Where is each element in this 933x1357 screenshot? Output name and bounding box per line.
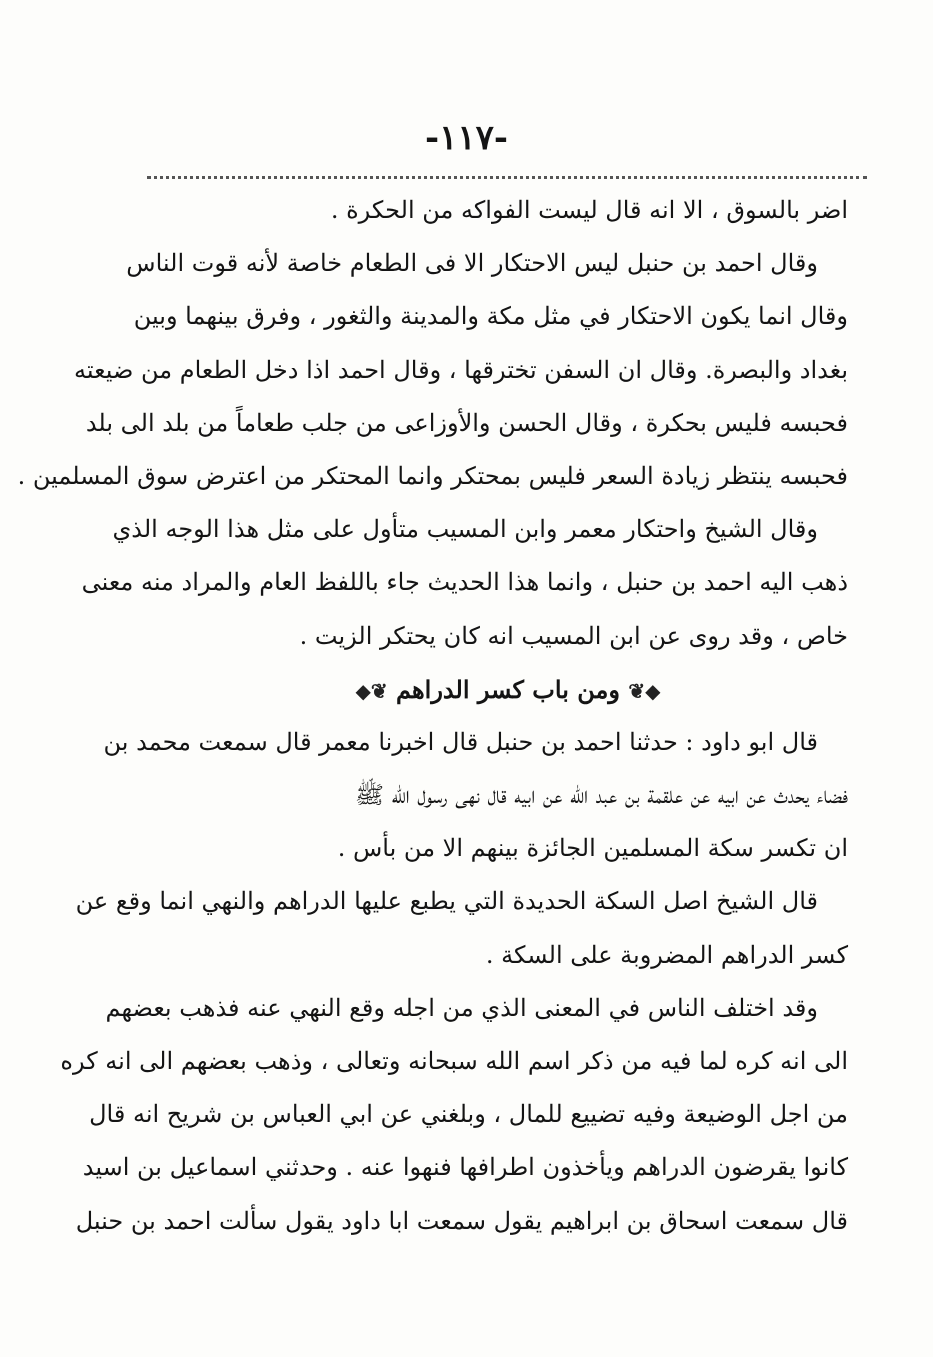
text-line: فحبسه ينتظر زيادة السعر فليس بمحتكر وانما المحتكر من اعترض سوق المسلمين . bbox=[17, 461, 848, 490]
text-line: ذهب اليه احمد بن حنبل ، وانما هذا الحديث جاء باللفظ العام والمراد منه معنى bbox=[81, 568, 848, 597]
text-line: وقال الشيخ واحتكار معمر وابن المسيب متأول على مثل هذا الوجه الذي bbox=[112, 515, 818, 544]
text-line: ان تكسر سكة المسلمين الجائزة بينهم الا من بأس . bbox=[337, 834, 848, 863]
text-line: فضاء يحدث عن ابيه عن علقمة بن عبد الله عن ابيه قال نهى رسول الله ﷺ bbox=[355, 781, 848, 810]
text-line: فحبسه فليس بحكرة ، وقال الحسن والأوزاعى من جلب طعاماً من بلد الى بلد bbox=[85, 408, 848, 437]
section-heading-text: ومن باب كسر الدراهم bbox=[396, 674, 620, 704]
text-line: اضر بالسوق ، الا انه قال ليست الفواكه من الحكرة . bbox=[330, 196, 848, 224]
text-line: وقد اختلف الناس في المعنى الذي من اجله وقع النهي عنه فذهب بعضهم bbox=[105, 993, 818, 1022]
text-line: كسر الدراهم المضروبة على السكة . bbox=[485, 940, 848, 969]
text-line: وقال احمد بن حنبل ليس الاحتكار الا فى الطعام خاصة لأنه قوت الناس bbox=[126, 249, 818, 278]
section-heading bbox=[168, 663, 848, 716]
page-number: -١١٧- bbox=[424, 118, 509, 158]
ornament-right-icon: ◆❦ bbox=[628, 678, 661, 703]
text-line: بغداد والبصرة. وقال ان السفن تخترقها ، وقال احمد اذا دخل الطعام من ضيعته bbox=[74, 355, 848, 384]
ornament-left-icon: ❦◆ bbox=[355, 678, 388, 703]
body-text bbox=[17, 184, 848, 1248]
text-line: قال الشيخ اصل السكة الحديدة التي يطبع عليها الدراهم والنهي انما وقع عن bbox=[75, 887, 818, 916]
text-line: كانوا يقرضون الدراهم ويأخذون اطرافها فنهوا عنه . وحدثني اسماعيل بن اسيد bbox=[82, 1153, 848, 1182]
text-line: من اجل الوضيعة وفيه تضييع للمال ، وبلغني عن ابي العباس بن شريح انه قال bbox=[89, 1100, 848, 1129]
text-line: قال ابو داود : حدثنا احمد بن حنبل قال اخبرنا معمر قال سمعت محمد بن bbox=[103, 727, 818, 756]
text-line: وقال انما يكون الاحتكار في مثل مكة والمدينة والثغور ، وفرق بينهما وبين bbox=[133, 302, 848, 331]
text-line: قال سمعت اسحاق بن ابراهيم يقول سمعت ابا داود يقول سألت احمد بن حنبل bbox=[75, 1206, 848, 1235]
text-line: خاص ، وقد روى عن ابن المسيب انه كان يحتكر الزيت . bbox=[299, 621, 848, 650]
header-rule bbox=[147, 176, 867, 179]
text-line: الى انه كره لما فيه من ذكر اسم الله سبحانه وتعالى ، وذهب بعضهم الى انه كره bbox=[60, 1047, 848, 1075]
